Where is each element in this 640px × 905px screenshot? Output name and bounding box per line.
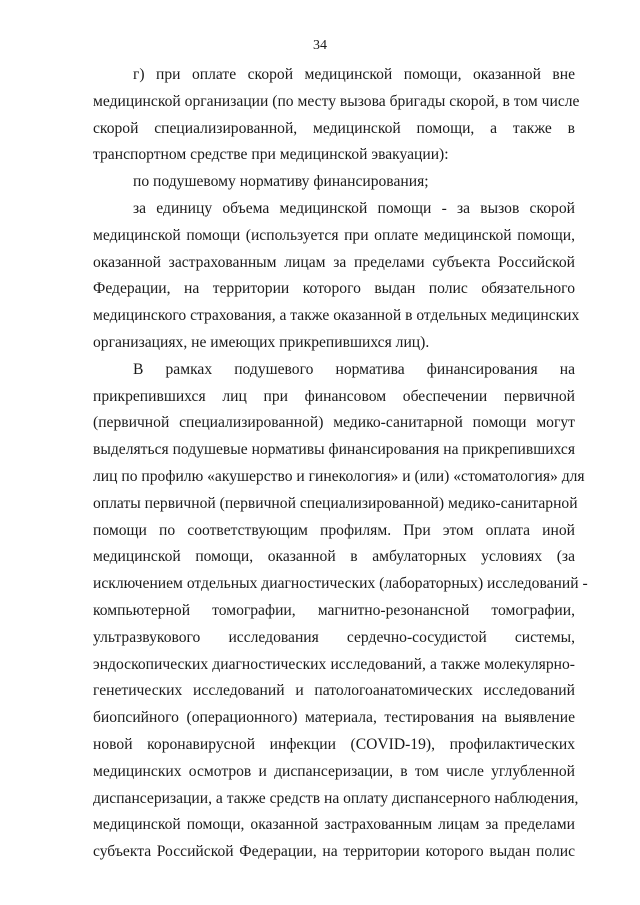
text-line: транспортном средстве при медицинской эвакуации):	[93, 146, 449, 164]
text-line: медицинской помощи (используется при оплате медицинской помощи,	[93, 226, 575, 244]
text-line: прикрепившихся лиц при финансовом обеспечении первичной	[93, 387, 575, 405]
text-line: медицинской организации (по месту вызова бригады скорой, в том числе	[93, 92, 580, 110]
text-line: медицинского страхования, а также оказанной в отдельных медицинских	[93, 307, 580, 325]
page-number: 34	[313, 38, 327, 53]
text-line: за единицу объема медицинской помощи - за вызов скорой	[133, 199, 575, 217]
text-line: медицинской помощи, оказанной в амбулаторных условиях (за	[93, 548, 575, 566]
text-line: оказанной застрахованным лицам за пределами субъекта Российской	[93, 253, 575, 271]
text-line: генетических исследований и патологоанатомических исследований	[93, 682, 575, 700]
text-line: диспансеризации, а также средств на оплату диспансерного наблюдения,	[93, 789, 579, 807]
text-line: В рамках подушевого норматива финансирования на	[133, 360, 575, 378]
text-line: ультразвукового исследования сердечно-сосудистой системы,	[93, 628, 575, 646]
body-text	[93, 62, 588, 866]
text-line: биопсийного (операционного) материала, тестирования на выявление	[93, 709, 575, 727]
text-line: субъекта Российской Федерации, на территории которого выдан полис	[93, 843, 575, 861]
text-line: скорой специализированной, медицинской помощи, а также в	[93, 119, 575, 137]
text-line: исключением отдельных диагностических (лабораторных) исследований -	[93, 575, 588, 593]
text-line: эндоскопических диагностических исследований, а также молекулярно-	[93, 655, 575, 673]
text-line: г) при оплате скорой медицинской помощи, оказанной вне	[133, 66, 575, 83]
text-line: Федерации, на территории которого выдан полис обязательного	[93, 280, 575, 298]
text-line: помощи по соответствующим профилям. При этом оплата иной	[93, 521, 575, 539]
text-line: компьютерной томографии, магнитно-резонансной томографии,	[93, 601, 575, 619]
text-line: (первичной специализированной) медико-санитарной помощи могут	[93, 414, 575, 432]
text-line: лиц по профилю «акушерство и гинекология» и (или) «стоматология» для	[93, 467, 585, 485]
text-line: по подушевому нормативу финансирования;	[133, 173, 429, 191]
text-line: новой коронавирусной инфекции (COVID-19), профилактических	[93, 735, 575, 753]
text-line: оплаты первичной (первичной специализированной) медико-санитарной	[93, 494, 578, 512]
text-line: медицинских осмотров и диспансеризации, в том числе углубленной	[93, 762, 575, 780]
text-line: организациях, не имеющих прикрепившихся лиц).	[93, 333, 430, 351]
text-line: медицинской помощи, оказанной застрахованным лицам за пределами	[93, 816, 575, 834]
text-line: выделяться подушевые нормативы финансирования на прикрепившихся	[93, 441, 576, 459]
